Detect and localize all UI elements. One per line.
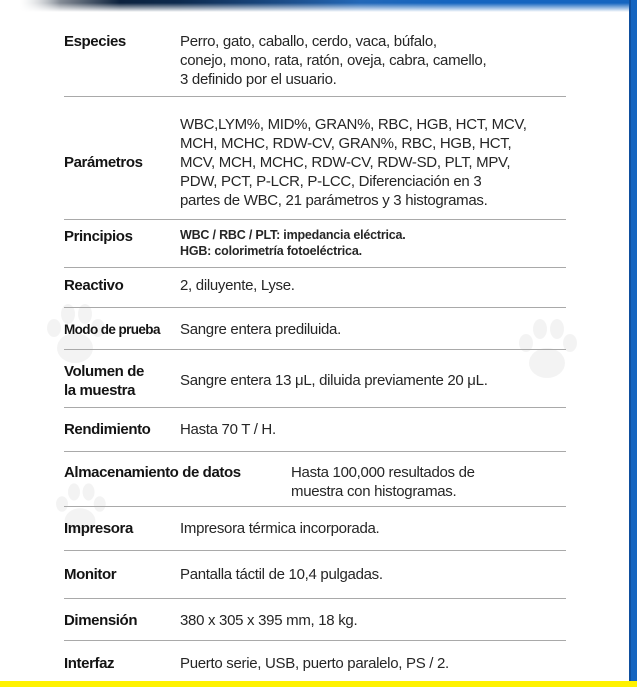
spec-value	[180, 320, 341, 339]
spec-row-monitor	[64, 551, 566, 599]
spec-value	[180, 115, 527, 210]
bottom-yellow-strip	[0, 681, 637, 687]
value-line: Sangre entera 13 μL, diluida previamente 20 μL.	[180, 372, 488, 389]
value-line: WBC,LYM%, MID%, GRAN%, RBC, HGB, HCT, MCV,	[180, 116, 527, 133]
value-line: 2, diluyente, Lyse.	[180, 277, 295, 294]
spec-row-volumen-de-la-muestra	[64, 350, 566, 408]
label-line: Volumen de	[64, 362, 144, 380]
spec-label: Reactivo	[64, 277, 124, 294]
spec-value	[180, 420, 276, 439]
spec-row-especies	[64, 20, 566, 97]
spec-value	[180, 227, 406, 259]
spec-label: Especies	[64, 33, 126, 50]
spec-label: Monitor	[64, 566, 117, 583]
spec-label: Interfaz	[64, 655, 115, 672]
spec-label: Dimensión	[64, 612, 138, 629]
specifications-table	[64, 20, 566, 681]
spec-value	[180, 654, 449, 673]
spec-row-impresora	[64, 507, 566, 551]
value-line: 3 definido por el usuario.	[180, 71, 337, 88]
value-line: partes de WBC, 21 parámetros y 3 histogramas.	[180, 192, 488, 209]
spec-row-rendimiento	[64, 408, 566, 452]
value-line: MCH, MCHC, RDW-CV, GRAN%, RBC, HGB, HCT,	[180, 135, 512, 152]
value-line: Impresora térmica incorporada.	[180, 520, 380, 537]
value-line: Perro, gato, caballo, cerdo, vaca, búfalo,	[180, 33, 437, 50]
spec-label: Modo de prueba	[64, 322, 160, 337]
spec-value	[180, 32, 486, 89]
value-line: PDW, PCT, P-LCR, P-LCC, Diferenciación en 3	[180, 173, 482, 190]
spec-label: Principios	[64, 228, 133, 245]
value-line: MCV, MCH, MCHC, RDW-CV, RDW-SD, PLT, MPV,	[180, 154, 511, 171]
spec-value	[180, 371, 488, 390]
spec-row-dimension	[64, 599, 566, 641]
spec-value	[180, 519, 379, 538]
spec-value	[180, 565, 383, 584]
spec-value	[180, 611, 357, 630]
right-blue-border	[629, 0, 637, 681]
value-line: Pantalla táctil de 10,4 pulgadas.	[180, 566, 383, 583]
value-line: Hasta 70 T / H.	[180, 421, 276, 438]
value-line: Puerto serie, USB, puerto paralelo, PS / 2.	[180, 655, 449, 672]
spec-label: Impresora	[64, 520, 133, 537]
value-line: Hasta 100,000 resultados de	[291, 464, 475, 481]
value-line: muestra con histogramas.	[291, 483, 457, 500]
spec-value	[291, 463, 475, 501]
value-line: conejo, mono, rata, ratón, oveja, cabra, camello,	[180, 52, 487, 69]
spec-value	[180, 276, 295, 295]
value-line: HGB: colorimetría fotoeléctrica.	[180, 244, 362, 258]
value-line: Sangre entera prediluida.	[180, 321, 341, 338]
spec-row-parametros	[64, 97, 566, 220]
value-line: 380 x 305 x 395 mm, 18 kg.	[180, 612, 358, 629]
spec-label: Parámetros	[64, 154, 143, 171]
label-line: la muestra	[64, 381, 136, 399]
value-line: WBC / RBC / PLT: impedancia eléctrica.	[180, 228, 406, 242]
spec-label: Rendimiento	[64, 421, 151, 438]
spec-row-interfaz	[64, 641, 566, 681]
spec-row-modo-de-prueba	[64, 308, 566, 350]
spec-row-reactivo	[64, 268, 566, 308]
spec-row-almacenamiento-de-datos	[64, 452, 566, 507]
spec-label: Almacenamiento de datos	[64, 464, 241, 481]
spec-row-principios	[64, 220, 566, 268]
header-bar-fade	[0, 0, 120, 12]
spec-label	[64, 362, 180, 400]
